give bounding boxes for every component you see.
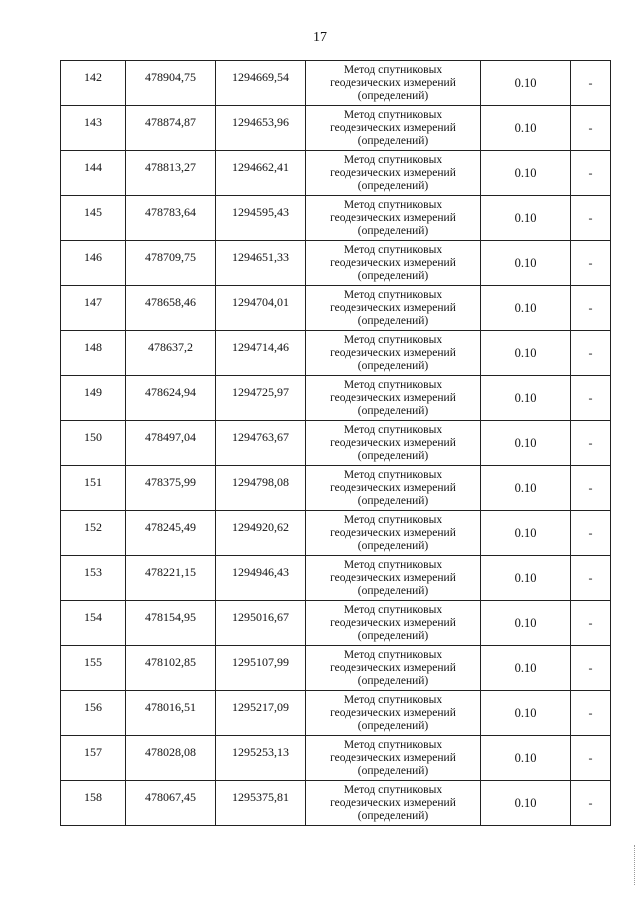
note-cell-text: - <box>588 570 593 585</box>
x-coordinate-cell <box>126 106 216 151</box>
method-line: (определений) <box>357 224 429 237</box>
point-number-cell-text: 156 <box>84 699 102 714</box>
point-number-cell <box>61 466 126 511</box>
method-line: геодезических измерений <box>330 751 456 764</box>
y-coordinate-cell <box>216 61 306 106</box>
note-cell-text: - <box>588 750 593 765</box>
method-line: Метод спутниковых <box>343 738 443 751</box>
method-line: Метод спутниковых <box>343 63 443 76</box>
method-line: геодезических измерений <box>330 346 456 359</box>
method-line: (определений) <box>357 449 429 462</box>
note-cell-text: - <box>588 480 593 495</box>
x-coordinate-cell <box>126 466 216 511</box>
y-coordinate-cell <box>216 376 306 421</box>
y-coordinate-cell <box>216 736 306 781</box>
table-row <box>61 781 611 826</box>
method-line: геодезических измерений <box>330 121 456 134</box>
accuracy-cell-text: 0.10 <box>514 75 537 90</box>
method-line: (определений) <box>357 539 429 552</box>
method-line: (определений) <box>357 494 429 507</box>
x-coordinate-cell-text: 478245,49 <box>145 519 196 534</box>
coordinates-table <box>60 60 611 826</box>
note-cell-text: - <box>588 210 593 225</box>
point-number-cell-text: 142 <box>84 69 102 84</box>
method-cell <box>306 646 481 691</box>
method-line: (определений) <box>357 269 429 282</box>
method-cell <box>306 511 481 556</box>
y-coordinate-cell-text: 1294763,67 <box>232 429 289 444</box>
note-cell <box>571 511 611 556</box>
method-line: Метод спутниковых <box>343 558 443 571</box>
method-line: (определений) <box>357 809 429 822</box>
method-line: (определений) <box>357 404 429 417</box>
accuracy-cell-text: 0.10 <box>514 705 537 720</box>
accuracy-cell <box>481 106 571 151</box>
x-coordinate-cell-text: 478028,08 <box>145 744 196 759</box>
x-coordinate-cell-text: 478624,94 <box>145 384 196 399</box>
method-line: Метод спутниковых <box>343 108 443 121</box>
accuracy-cell-text: 0.10 <box>514 435 537 450</box>
x-coordinate-cell-text: 478658,46 <box>145 294 196 309</box>
x-coordinate-cell-text: 478497,04 <box>145 429 196 444</box>
method-line: (определений) <box>357 359 429 372</box>
method-cell <box>306 736 481 781</box>
note-cell <box>571 466 611 511</box>
method-cell <box>306 376 481 421</box>
note-cell-text: - <box>588 75 593 90</box>
y-coordinate-cell-text: 1294798,08 <box>232 474 289 489</box>
table-row <box>61 151 611 196</box>
note-cell-text: - <box>588 300 593 315</box>
y-coordinate-cell-text: 1294714,46 <box>232 339 289 354</box>
table-row <box>61 421 611 466</box>
note-cell <box>571 736 611 781</box>
point-number-cell-text: 153 <box>84 564 102 579</box>
point-number-cell-text: 144 <box>84 159 102 174</box>
x-coordinate-cell-text: 478102,85 <box>145 654 196 669</box>
accuracy-cell <box>481 61 571 106</box>
method-cell <box>306 61 481 106</box>
note-cell <box>571 196 611 241</box>
accuracy-cell <box>481 511 571 556</box>
method-line: геодезических измерений <box>330 481 456 494</box>
method-cell <box>306 781 481 826</box>
accuracy-cell <box>481 241 571 286</box>
method-line: геодезических измерений <box>330 436 456 449</box>
method-cell <box>306 601 481 646</box>
point-number-cell-text: 146 <box>84 249 102 264</box>
note-cell <box>571 151 611 196</box>
y-coordinate-cell-text: 1294651,33 <box>232 249 289 264</box>
method-cell <box>306 556 481 601</box>
point-number-cell <box>61 421 126 466</box>
x-coordinate-cell-text: 478813,27 <box>145 159 196 174</box>
note-cell <box>571 556 611 601</box>
point-number-cell-text: 151 <box>84 474 102 489</box>
note-cell <box>571 421 611 466</box>
y-coordinate-cell-text: 1295375,81 <box>232 789 289 804</box>
accuracy-cell <box>481 736 571 781</box>
scan-edge-mark <box>634 845 636 885</box>
y-coordinate-cell-text: 1294725,97 <box>232 384 289 399</box>
y-coordinate-cell-text: 1295107,99 <box>232 654 289 669</box>
x-coordinate-cell <box>126 601 216 646</box>
x-coordinate-cell <box>126 286 216 331</box>
point-number-cell <box>61 196 126 241</box>
y-coordinate-cell-text: 1294946,43 <box>232 564 289 579</box>
x-coordinate-cell-text: 478375,99 <box>145 474 196 489</box>
method-line: Метод спутниковых <box>343 648 443 661</box>
note-cell <box>571 106 611 151</box>
point-number-cell <box>61 691 126 736</box>
table-row <box>61 556 611 601</box>
method-line: геодезических измерений <box>330 796 456 809</box>
y-coordinate-cell-text: 1295217,09 <box>232 699 289 714</box>
y-coordinate-cell <box>216 556 306 601</box>
y-coordinate-cell <box>216 196 306 241</box>
method-line: геодезических измерений <box>330 76 456 89</box>
accuracy-cell <box>481 601 571 646</box>
point-number-cell-text: 154 <box>84 609 102 624</box>
method-line: геодезических измерений <box>330 526 456 539</box>
note-cell-text: - <box>588 120 593 135</box>
note-cell <box>571 376 611 421</box>
method-line: геодезических измерений <box>330 256 456 269</box>
x-coordinate-cell-text: 478067,45 <box>145 789 196 804</box>
table-row <box>61 106 611 151</box>
accuracy-cell <box>481 466 571 511</box>
method-line: (определений) <box>357 674 429 687</box>
method-line: Метод спутниковых <box>343 603 443 616</box>
note-cell-text: - <box>588 390 593 405</box>
y-coordinate-cell <box>216 601 306 646</box>
x-coordinate-cell <box>126 376 216 421</box>
y-coordinate-cell-text: 1295253,13 <box>232 744 289 759</box>
y-coordinate-cell-text: 1294704,01 <box>232 294 289 309</box>
point-number-cell-text: 157 <box>84 744 102 759</box>
y-coordinate-cell-text: 1294653,96 <box>232 114 289 129</box>
method-line: (определений) <box>357 629 429 642</box>
x-coordinate-cell-text: 478709,75 <box>145 249 196 264</box>
method-line: (определений) <box>357 719 429 732</box>
point-number-cell <box>61 646 126 691</box>
y-coordinate-cell <box>216 331 306 376</box>
x-coordinate-cell-text: 478221,15 <box>145 564 196 579</box>
y-coordinate-cell-text: 1294920,62 <box>232 519 289 534</box>
point-number-cell <box>61 331 126 376</box>
point-number-cell <box>61 286 126 331</box>
x-coordinate-cell <box>126 241 216 286</box>
method-cell <box>306 151 481 196</box>
point-number-cell-text: 149 <box>84 384 102 399</box>
note-cell-text: - <box>588 705 593 720</box>
accuracy-cell-text: 0.10 <box>514 300 537 315</box>
x-coordinate-cell <box>126 691 216 736</box>
point-number-cell-text: 152 <box>84 519 102 534</box>
table-row <box>61 601 611 646</box>
point-number-cell <box>61 106 126 151</box>
point-number-cell <box>61 781 126 826</box>
accuracy-cell-text: 0.10 <box>514 255 537 270</box>
y-coordinate-cell <box>216 241 306 286</box>
note-cell <box>571 646 611 691</box>
accuracy-cell <box>481 421 571 466</box>
x-coordinate-cell <box>126 421 216 466</box>
point-number-cell-text: 155 <box>84 654 102 669</box>
y-coordinate-cell <box>216 421 306 466</box>
method-cell <box>306 106 481 151</box>
table-row <box>61 511 611 556</box>
note-cell-text: - <box>588 345 593 360</box>
method-line: (определений) <box>357 764 429 777</box>
note-cell <box>571 331 611 376</box>
note-cell-text: - <box>588 165 593 180</box>
point-number-cell <box>61 601 126 646</box>
method-line: геодезических измерений <box>330 571 456 584</box>
accuracy-cell-text: 0.10 <box>514 660 537 675</box>
y-coordinate-cell-text: 1294662,41 <box>232 159 289 174</box>
table-row <box>61 196 611 241</box>
note-cell <box>571 691 611 736</box>
x-coordinate-cell-text: 478904,75 <box>145 69 196 84</box>
y-coordinate-cell-text: 1294595,43 <box>232 204 289 219</box>
point-number-cell-text: 143 <box>84 114 102 129</box>
method-line: Метод спутниковых <box>343 198 443 211</box>
method-cell <box>306 331 481 376</box>
accuracy-cell-text: 0.10 <box>514 345 537 360</box>
x-coordinate-cell <box>126 781 216 826</box>
note-cell-text: - <box>588 525 593 540</box>
x-coordinate-cell-text: 478016,51 <box>145 699 196 714</box>
accuracy-cell-text: 0.10 <box>514 120 537 135</box>
point-number-cell <box>61 151 126 196</box>
point-number-cell <box>61 241 126 286</box>
x-coordinate-cell-text: 478637,2 <box>148 339 193 354</box>
y-coordinate-cell-text: 1294669,54 <box>232 69 289 84</box>
method-line: (определений) <box>357 179 429 192</box>
point-number-cell-text: 158 <box>84 789 102 804</box>
y-coordinate-cell <box>216 466 306 511</box>
method-line: геодезических измерений <box>330 616 456 629</box>
note-cell <box>571 601 611 646</box>
accuracy-cell <box>481 286 571 331</box>
table-row <box>61 466 611 511</box>
method-line: Метод спутниковых <box>343 288 443 301</box>
point-number-cell-text: 148 <box>84 339 102 354</box>
method-line: Метод спутниковых <box>343 783 443 796</box>
method-line: геодезических измерений <box>330 211 456 224</box>
method-line: Метод спутниковых <box>343 468 443 481</box>
accuracy-cell-text: 0.10 <box>514 390 537 405</box>
point-number-cell-text: 145 <box>84 204 102 219</box>
x-coordinate-cell <box>126 61 216 106</box>
x-coordinate-cell-text: 478874,87 <box>145 114 196 129</box>
y-coordinate-cell <box>216 286 306 331</box>
note-cell-text: - <box>588 795 593 810</box>
x-coordinate-cell <box>126 511 216 556</box>
note-cell-text: - <box>588 615 593 630</box>
page-number: 17 <box>313 30 327 45</box>
table-row <box>61 286 611 331</box>
accuracy-cell <box>481 196 571 241</box>
accuracy-cell-text: 0.10 <box>514 615 537 630</box>
method-line: Метод спутниковых <box>343 693 443 706</box>
note-cell <box>571 781 611 826</box>
accuracy-cell-text: 0.10 <box>514 210 537 225</box>
accuracy-cell-text: 0.10 <box>514 525 537 540</box>
method-line: Метод спутниковых <box>343 423 443 436</box>
coordinates-table-body <box>61 61 611 826</box>
accuracy-cell-text: 0.10 <box>514 480 537 495</box>
note-cell <box>571 61 611 106</box>
accuracy-cell-text: 0.10 <box>514 795 537 810</box>
method-line: геодезических измерений <box>330 706 456 719</box>
method-cell <box>306 421 481 466</box>
method-line: Метод спутниковых <box>343 243 443 256</box>
point-number-cell <box>61 61 126 106</box>
table-row <box>61 241 611 286</box>
x-coordinate-cell <box>126 196 216 241</box>
method-line: Метод спутниковых <box>343 378 443 391</box>
method-cell <box>306 466 481 511</box>
point-number-cell <box>61 556 126 601</box>
y-coordinate-cell <box>216 511 306 556</box>
method-cell <box>306 196 481 241</box>
x-coordinate-cell <box>126 331 216 376</box>
method-cell <box>306 286 481 331</box>
method-line: Метод спутниковых <box>343 513 443 526</box>
method-line: геодезических измерений <box>330 166 456 179</box>
x-coordinate-cell <box>126 556 216 601</box>
accuracy-cell-text: 0.10 <box>514 570 537 585</box>
method-line: Метод спутниковых <box>343 333 443 346</box>
accuracy-cell <box>481 376 571 421</box>
table-row <box>61 331 611 376</box>
note-cell <box>571 286 611 331</box>
accuracy-cell-text: 0.10 <box>514 165 537 180</box>
x-coordinate-cell <box>126 151 216 196</box>
note-cell-text: - <box>588 255 593 270</box>
method-line: геодезических измерений <box>330 661 456 674</box>
method-line: Метод спутниковых <box>343 153 443 166</box>
y-coordinate-cell <box>216 151 306 196</box>
point-number-cell <box>61 376 126 421</box>
note-cell <box>571 241 611 286</box>
table-row <box>61 61 611 106</box>
y-coordinate-cell <box>216 781 306 826</box>
accuracy-cell <box>481 151 571 196</box>
method-line: (определений) <box>357 314 429 327</box>
method-line: геодезических измерений <box>330 391 456 404</box>
x-coordinate-cell-text: 478783,64 <box>145 204 196 219</box>
table-row <box>61 691 611 736</box>
point-number-cell-text: 150 <box>84 429 102 444</box>
method-line: геодезических измерений <box>330 301 456 314</box>
accuracy-cell <box>481 781 571 826</box>
note-cell-text: - <box>588 435 593 450</box>
y-coordinate-cell-text: 1295016,67 <box>232 609 289 624</box>
y-coordinate-cell <box>216 646 306 691</box>
y-coordinate-cell <box>216 106 306 151</box>
note-cell-text: - <box>588 660 593 675</box>
method-line: (определений) <box>357 134 429 147</box>
accuracy-cell <box>481 691 571 736</box>
point-number-cell <box>61 736 126 781</box>
method-line: (определений) <box>357 89 429 102</box>
table-row <box>61 736 611 781</box>
table-row <box>61 376 611 421</box>
accuracy-cell-text: 0.10 <box>514 750 537 765</box>
point-number-cell-text: 147 <box>84 294 102 309</box>
x-coordinate-cell-text: 478154,95 <box>145 609 196 624</box>
y-coordinate-cell <box>216 691 306 736</box>
method-line: (определений) <box>357 584 429 597</box>
accuracy-cell <box>481 331 571 376</box>
accuracy-cell <box>481 556 571 601</box>
x-coordinate-cell <box>126 736 216 781</box>
accuracy-cell <box>481 646 571 691</box>
method-cell <box>306 241 481 286</box>
x-coordinate-cell <box>126 646 216 691</box>
method-cell <box>306 691 481 736</box>
point-number-cell <box>61 511 126 556</box>
table-row <box>61 646 611 691</box>
